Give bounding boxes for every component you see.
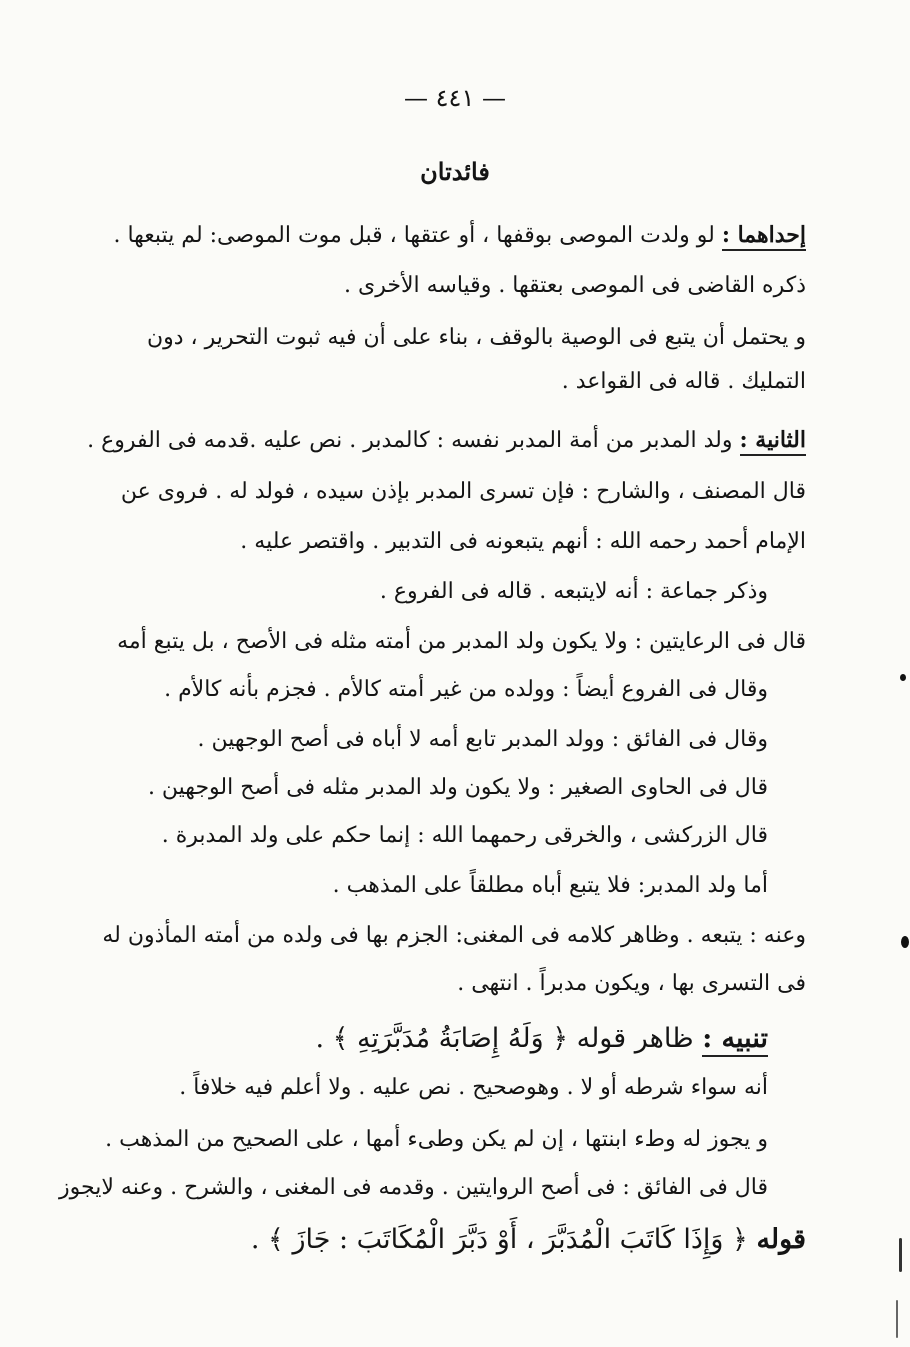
text-line-2-content: ذكره القاضى فى الموصى بعتقها . وقياسه الأخرى . [344, 273, 806, 298]
text-line-13-content: قال الزركشى ، والخرقى رحمهما الله : إنما حكم على ولد المدبرة . [161, 823, 768, 848]
text-line-18 [156, 1066, 806, 1110]
scan-speck [899, 1238, 902, 1272]
text-line-14-content: أما ولد المدبر: فلا يتبع أباه مطلقاً على المذهب . [332, 873, 768, 898]
scan-speck [896, 1300, 898, 1338]
text-line-13 [156, 814, 806, 858]
text-line-12-content: قال فى الحاوى الصغير : ولا يكون ولد المدبر مثله فى أصح الوجهين . [147, 775, 768, 800]
text-line-11-content: وقال فى الفائق : وولد المدبر تابع أمه لا أباه فى أصح الوجهين . [197, 727, 768, 752]
text-line-6-content: قال المصنف ، والشارح : فإن تسرى المدبر بإذن سيده ، فولد له . فروى عن [120, 479, 806, 504]
text-line-6 [120, 470, 806, 514]
text-line-3 [146, 316, 806, 360]
text-line-15 [102, 914, 806, 958]
text-line-4 [156, 360, 806, 404]
text-line-4-content: التمليك . قاله فى القواعد . [561, 369, 806, 394]
paragraph-lead-1: إحداهما : [722, 222, 806, 251]
text-line-2 [156, 264, 806, 308]
text-line-17-content: ظاهر قوله ﴿ وَلَهُ إِصَابَةُ مُدَبَّرَتِهِ ﴾ . [315, 1023, 703, 1054]
text-line-9-content: قال فى الرعايتين : ولا يكون ولد المدبر من أمته مثله فى الأصح ، بل يتبع أمه [117, 629, 806, 654]
scan-speck [900, 674, 906, 681]
text-line-1 [113, 213, 806, 257]
text-line-19 [105, 1118, 806, 1162]
text-line-8-content: وذكر جماعة : أنه لايتبعه . قاله فى الفروع . [379, 579, 768, 604]
text-line-20 [59, 1166, 806, 1210]
text-line-7 [156, 520, 806, 564]
text-line-10 [156, 668, 806, 712]
text-line-12 [147, 766, 806, 810]
text-line-21-content: ﴿ وَإِذَا كَاتَبَ الْمُدَبَّرَ ، أَوْ دَبَّرَ الْمُكَاتَبَ : جَازَ ﴾ . [250, 1224, 757, 1255]
section-title: فائدتان [420, 157, 490, 186]
text-line-10-content: وقال فى الفروع أيضاً : وولده من غير أمته كالأم . فجزم بأنه كالأم . [164, 677, 768, 702]
paragraph-lead-3: تنبيه : [702, 1023, 768, 1057]
paragraph-lead-4: قوله [756, 1224, 806, 1255]
text-line-20-content: قال فى الفائق : فى أصح الروايتين . وقدمه فى المغنى ، والشرح . وعنه لايجوز [59, 1175, 768, 1200]
text-line-9 [117, 620, 806, 664]
page-number: — ٤٤١ — [404, 84, 506, 112]
text-line-18-content: أنه سواء شرطه أو لا . وهوصحيح . نص عليه . ولا أعلم فيه خلافاً . [179, 1075, 768, 1100]
text-line-16-content: فى التسرى بها ، ويكون مدبراً . انتهى . [457, 971, 806, 996]
text-line-1-content: لو ولدت الموصى بوقفها ، أو عتقها ، قبل موت الموصى: لم يتبعها . [113, 223, 722, 248]
scan-speck [901, 936, 909, 948]
text-line-3-content: و يحتمل أن يتبع فى الوصية بالوقف ، بناء على أن فيه ثبوت التحرير ، دون [146, 325, 806, 350]
text-line-16 [156, 962, 806, 1006]
text-line-19-content: و يجوز له وطء ابنتها ، إن لم يكن وطىء أمها ، على الصحيح من المذهب . [105, 1127, 768, 1152]
text-line-5 [87, 418, 806, 462]
text-line-17 [156, 1013, 806, 1065]
paragraph-lead-2: الثانية : [740, 427, 807, 456]
text-line-15-content: وعنه : يتبعه . وظاهر كلامه فى المغنى: الجزم بها فى ولده من أمته المأذون له [102, 923, 806, 948]
text-line-11 [156, 718, 806, 762]
text-line-5-content: ولد المدبر من أمة المدبر نفسه : كالمدبر . نص عليه .قدمه فى الفروع . [87, 428, 740, 453]
text-line-14 [156, 864, 806, 908]
text-line-8 [156, 570, 806, 614]
text-line-21 [156, 1214, 806, 1266]
text-line-7-content: الإمام أحمد رحمه الله : أنهم يتبعونه فى التدبير . واقتصر عليه . [240, 529, 806, 554]
